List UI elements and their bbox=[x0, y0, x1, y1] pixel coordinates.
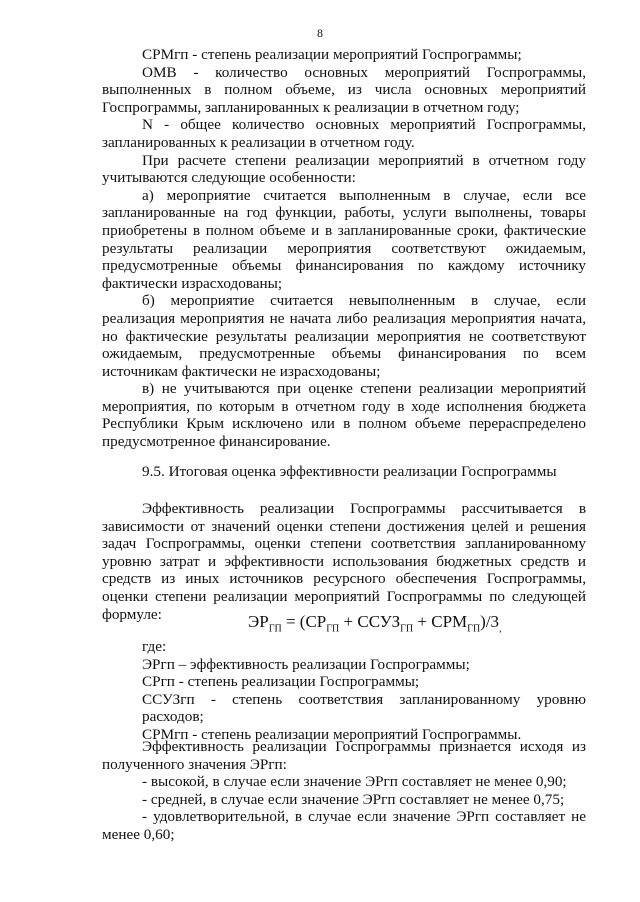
where-line: СРМгп - степень реализации мероприятий Госпрограммы. bbox=[142, 725, 522, 743]
formula-part: )/3 bbox=[480, 612, 500, 631]
formula-sub: ГП bbox=[467, 623, 481, 635]
paragraph: а) мероприятие считается выполненным в случае, если все запланированные на год функции, работы, услуги выполнены, товары приобретены в полном объеме и в запланированные сроки, фактические результаты реализации мероприятия соответствуют ожидаемым, предусмотренные объемы финансирования по каждому источнику фактически израсходованы; bbox=[102, 186, 586, 292]
where-line: ЭРгп – эффективность реализации Госпрограммы; bbox=[142, 655, 470, 673]
formula bbox=[248, 612, 502, 634]
paragraph: СРМгп - степень реализации мероприятий Госпрограммы; bbox=[142, 46, 522, 63]
paragraph: - высокой, в случае если значение ЭРгп составляет не менее 0,90; bbox=[142, 773, 567, 791]
paragraph: - средней, в случае если значение ЭРгп составляет не менее 0,75; bbox=[142, 790, 565, 808]
paragraph: При расчете степени реализации мероприятий в отчетном году учитываются следующие особенности: bbox=[102, 151, 586, 187]
formula-part: = (СР bbox=[281, 612, 327, 631]
paragraph: Эффективность реализации Госпрограммы признается исходя из полученного значения ЭРгп: bbox=[102, 738, 586, 773]
formula-sub: ГП bbox=[326, 623, 340, 635]
formula-part: + СРМ bbox=[413, 612, 468, 631]
page-number: 8 bbox=[317, 26, 323, 40]
paragraph: - удовлетворительной, в случае если значение ЭРгп составляет не менее 0,60; bbox=[102, 808, 586, 843]
intro-block bbox=[102, 500, 586, 623]
paragraph: ОМВ - количество основных мероприятий Госпрограммы, выполненных в полном объеме, из числа основных мероприятий Госпрограммы, запланированных к реализации в отчетном году; bbox=[102, 63, 586, 116]
formula-part: + ССУЗ bbox=[339, 612, 401, 631]
where-block bbox=[102, 638, 586, 744]
formula-lhs: ЭР bbox=[248, 612, 269, 631]
paragraph: б) мероприятие считается невыполненным в случае, если реализация мероприятия не начата либо реализация мероприятия начата, но фактические результаты реализации мероприятия не соответствуют ожидаемым, предусмотренные объемы финансирования по всем источникам фактически не израсходованы; bbox=[102, 292, 586, 380]
formula-sub: ГП bbox=[400, 623, 414, 635]
paragraph: N - общее количество основных мероприятий Госпрограммы, запланированных к реализации в отчетном году. bbox=[102, 116, 586, 151]
formula-sub: ГП bbox=[268, 623, 282, 635]
formula-comma: , bbox=[499, 623, 502, 635]
where-line: ССУЗгп - степень соответствия запланированному уровню расходов; bbox=[142, 690, 586, 726]
where-line: где: bbox=[142, 638, 167, 655]
section-heading: 9.5. Итоговая оценка эффективности реализации Госпрограммы bbox=[142, 463, 557, 480]
paragraph: Эффективность реализации Госпрограммы рассчитывается в зависимости от значений оценки степени достижения целей и решения задач Госпрограммы, оценки степени соответствия запланированному уровню затрат и эффективности использования бюджетных средств и средств из иных источников ресурсного обеспечения Госпрограммы, оценки степени реализации мероприятий Госпрограммы по следующей формуле: bbox=[102, 500, 586, 623]
definitions-block bbox=[102, 46, 586, 451]
paragraph: в) не учитываются при оценке степени реализации мероприятий мероприятия, по которым в отчетном году в ходе исполнения бюджета Республики Крым исключено или в полном объеме перераспределено предусмотренное финансирование. bbox=[102, 380, 586, 451]
outro-block bbox=[102, 738, 586, 844]
where-line: СРгп - степень реализации Госпрограммы; bbox=[142, 673, 420, 691]
